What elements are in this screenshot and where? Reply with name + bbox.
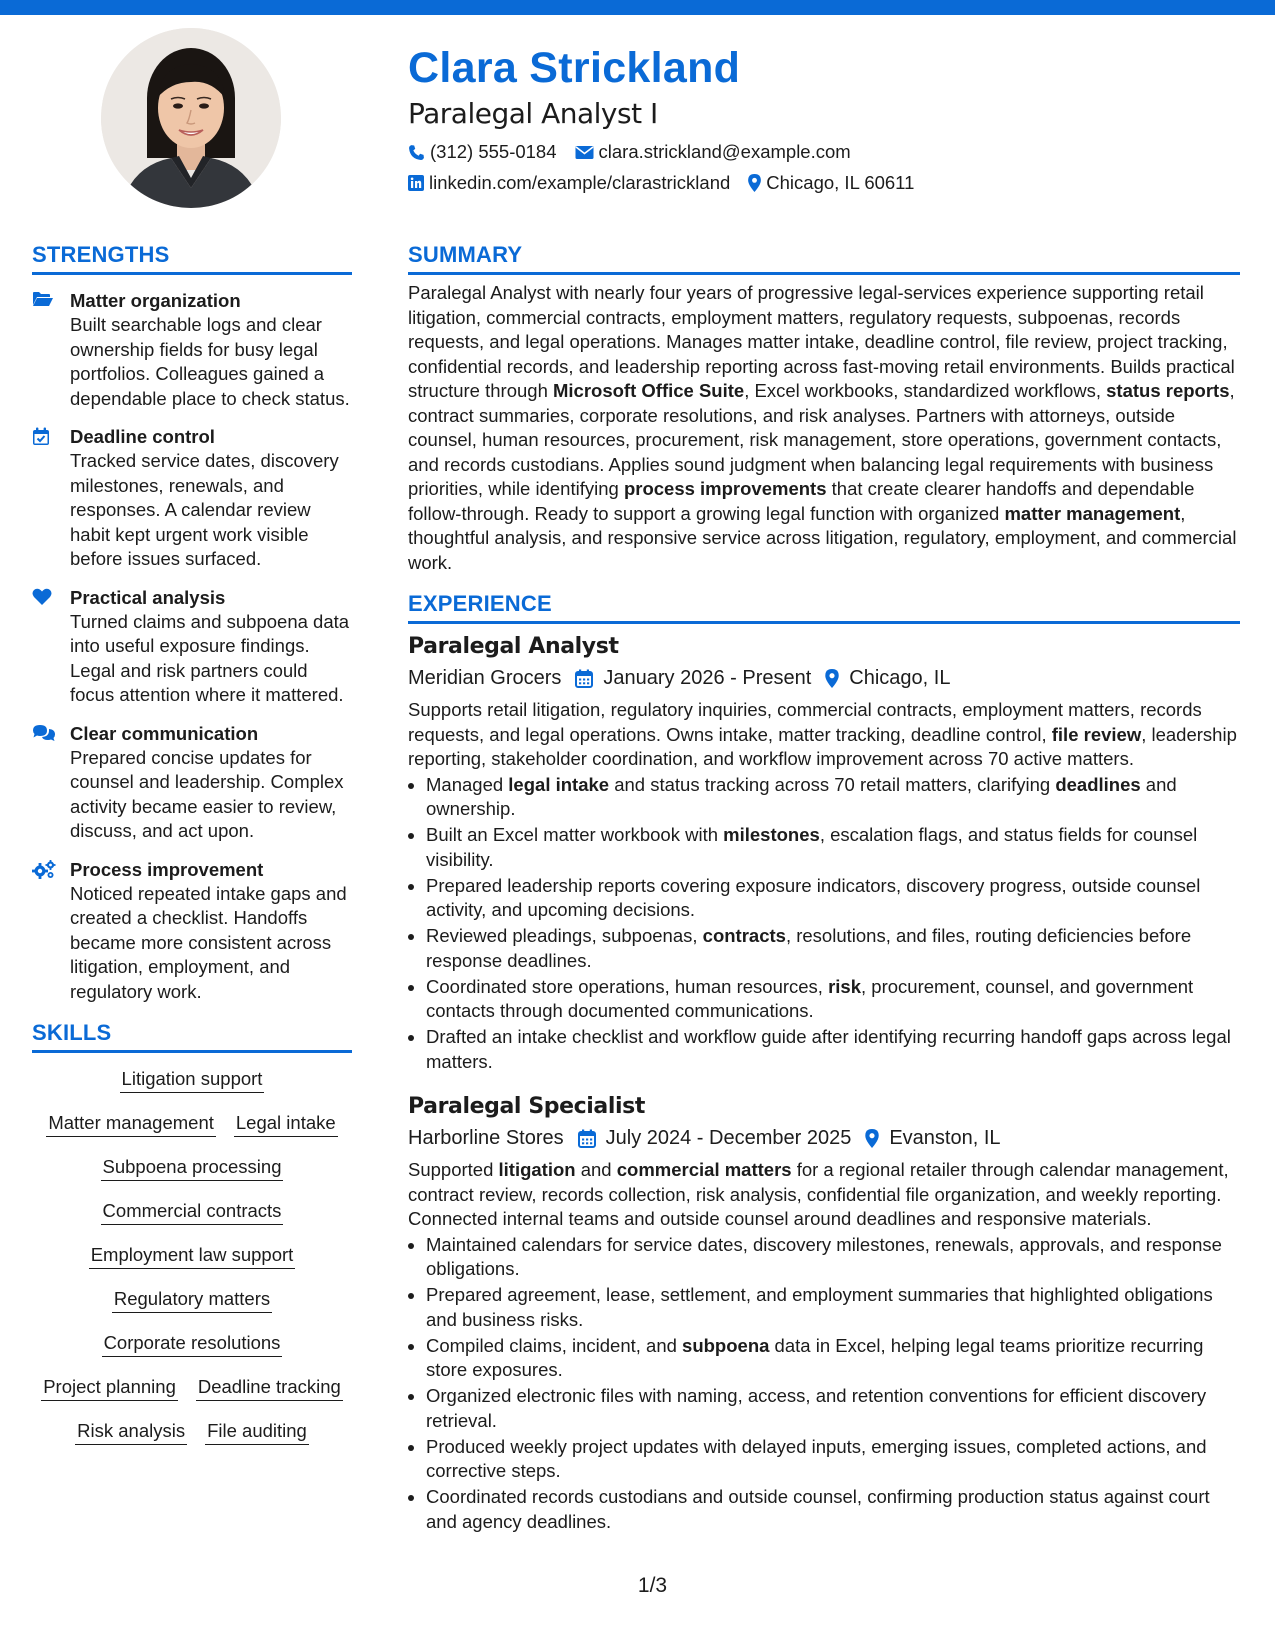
right-column xyxy=(408,240,1240,1536)
job-bullet xyxy=(426,1283,1240,1332)
bullet-segment: Coordinated store operations, human resources, xyxy=(426,975,829,997)
job-location-text: Chicago, IL xyxy=(849,667,951,689)
bullet-segment: data in Excel, helping legal teams prioritize recurring store exposures. xyxy=(426,1334,1204,1380)
folder-open-icon xyxy=(32,289,70,411)
strength-item xyxy=(32,425,352,572)
skills-row xyxy=(32,1243,352,1269)
strength-body xyxy=(70,858,352,1005)
skill-tag: Risk analysis xyxy=(75,1419,187,1445)
bold-bullet-segment: milestones xyxy=(723,824,820,845)
bullet-segment: Produced weekly project updates with delayed inputs, emerging issues, completed actions, and corrective steps. xyxy=(426,1435,1207,1481)
resume-header xyxy=(408,42,1238,195)
skill-tag: Subpoena processing xyxy=(101,1155,284,1181)
skill-tag: Employment law support xyxy=(89,1243,296,1269)
bold-bullet-segment: subpoena xyxy=(682,1334,770,1356)
job-meta xyxy=(408,664,1240,692)
strength-item xyxy=(32,858,352,1005)
job-bullet xyxy=(426,874,1240,923)
skill-tag: Legal intake xyxy=(234,1111,338,1137)
job-description-segment: , leadership reporting, stakeholder coordination, and workflow improvement across 70 active matters. xyxy=(408,723,1237,769)
strength-item xyxy=(32,586,352,708)
job-entry xyxy=(408,1092,1240,1534)
bullet-segment: Managed xyxy=(426,773,509,795)
calendar-icon xyxy=(575,669,593,688)
strength-title: Process improvement xyxy=(70,858,264,880)
candidate-name: Clara Strickland xyxy=(408,44,741,92)
strength-body xyxy=(70,425,352,572)
experience-rule xyxy=(408,621,1240,624)
skill-tag: Regulatory matters xyxy=(112,1287,272,1313)
job-location-text: Evanston, IL xyxy=(889,1127,1001,1149)
job-dates xyxy=(578,1124,852,1152)
strength-title: Matter organization xyxy=(70,290,241,311)
map-pin-icon xyxy=(865,1129,879,1148)
gears-icon xyxy=(32,858,70,1005)
job-bullets xyxy=(408,1233,1240,1535)
profile-photo xyxy=(101,28,281,208)
candidate-title: Paralegal Analyst I xyxy=(408,97,658,130)
bullet-segment: Reviewed pleadings, subpoenas, xyxy=(426,925,703,946)
job-entry xyxy=(408,632,1240,1074)
bullet-segment: and status tracking across 70 retail matters, clarifying xyxy=(609,773,1056,795)
bold-bullet-segment: contracts xyxy=(702,925,786,946)
strength-description: Noticed repeated intake gaps and created a checklist. Handoffs became more consistent across litigation, employment, and regulatory work. xyxy=(70,882,347,1002)
phone-number: (312) 555-0184 xyxy=(430,141,557,162)
summary-text xyxy=(408,281,1240,575)
bold-bullet-segment: legal intake xyxy=(508,773,610,795)
skill-tag: Litigation support xyxy=(120,1067,265,1093)
bullet-segment: Compiled claims, incident, and xyxy=(426,1334,683,1356)
summary-segment: , thoughtful analysis, and responsive service across litigation, regulatory, employment, and commercial work. xyxy=(408,502,1237,573)
skills-row xyxy=(32,1331,352,1357)
skills-row xyxy=(32,1287,352,1313)
skill-tag: Deadline tracking xyxy=(196,1375,343,1401)
strength-item xyxy=(32,722,352,844)
job-bullet xyxy=(426,823,1240,872)
bold-job-description-segment: commercial matters xyxy=(616,1159,792,1180)
linkedin-url: linkedin.com/example/clarastrickland xyxy=(429,172,731,193)
skills-rule xyxy=(32,1050,352,1053)
job-dates xyxy=(575,664,811,692)
skills-row xyxy=(32,1419,352,1445)
strength-body xyxy=(70,586,352,708)
job-location xyxy=(825,664,950,692)
comments-icon xyxy=(32,722,70,844)
job-dates-text: January 2026 - Present xyxy=(603,667,812,689)
strengths-list xyxy=(32,289,352,1004)
summary-heading: SUMMARY xyxy=(408,242,523,267)
bullet-segment: and ownership. xyxy=(426,773,1177,819)
heart-icon xyxy=(32,586,70,708)
job-bullet xyxy=(426,924,1240,973)
linkedin-icon xyxy=(408,175,424,191)
job-title: Paralegal Analyst xyxy=(408,634,619,659)
bold-summary-segment: status reports xyxy=(1106,380,1230,401)
summary-segment: , Excel workbooks, standardized workflows, xyxy=(744,380,1107,401)
job-description-segment: Supports retail litigation, regulatory inquiries, commercial contracts, employment matters, records requests, and legal operations. Owns intake, matter tracking, deadline control, xyxy=(408,699,1202,745)
strength-description: Turned claims and subpoena data into useful exposure findings. Legal and risk partners could focus attention where it mattered. xyxy=(70,610,350,705)
job-description xyxy=(408,698,1240,772)
bold-summary-segment: process improvements xyxy=(623,478,827,499)
job-company: Harborline Stores xyxy=(408,1127,564,1149)
location-text: Chicago, IL 60611 xyxy=(766,172,915,193)
page-number: 1/3 xyxy=(637,1574,668,1597)
skills-heading: SKILLS xyxy=(32,1020,112,1045)
email-address: clara.strickland@example.com xyxy=(598,141,851,162)
bullet-segment: , procurement, counsel, and government contacts through documented communications. xyxy=(426,975,1194,1021)
map-pin-icon xyxy=(825,669,839,688)
contact-row-1 xyxy=(408,140,1238,164)
bold-summary-segment: Microsoft Office Suite xyxy=(553,380,745,401)
bold-bullet-segment: risk xyxy=(828,975,862,997)
strength-title: Clear communication xyxy=(70,722,259,744)
skill-tag: Corporate resolutions xyxy=(102,1331,283,1357)
skill-tag: File auditing xyxy=(205,1419,309,1445)
job-company: Meridian Grocers xyxy=(408,667,562,689)
bold-summary-segment: matter management xyxy=(1004,502,1181,524)
job-bullet xyxy=(426,1485,1240,1534)
skills-row xyxy=(32,1375,352,1401)
bullet-segment: Drafted an intake checklist and workflow guide after identifying recurring handoff gaps across legal matters. xyxy=(426,1026,1231,1072)
job-bullet xyxy=(426,975,1240,1024)
job-bullet xyxy=(426,1233,1240,1282)
strength-title: Deadline control xyxy=(70,426,215,447)
left-column xyxy=(32,240,352,1463)
jobs-list xyxy=(408,632,1240,1534)
phone-icon xyxy=(408,144,425,161)
strength-description: Prepared concise updates for counsel and leadership. Complex activity became easier to review, discuss, and act upon. xyxy=(70,746,344,841)
calendar-icon xyxy=(578,1129,596,1148)
experience-heading: EXPERIENCE xyxy=(408,591,552,616)
summary-rule xyxy=(408,272,1240,275)
skill-tag: Matter management xyxy=(46,1111,216,1137)
skills-row xyxy=(32,1067,352,1093)
job-dates-text: July 2024 - December 2025 xyxy=(605,1127,852,1149)
envelope-icon xyxy=(575,145,594,160)
bullet-segment: Maintained calendars for service dates, discovery milestones, renewals, approvals, and response obligations. xyxy=(426,1233,1222,1279)
strengths-rule xyxy=(32,272,352,275)
bullet-segment: Built an Excel matter workbook with xyxy=(426,824,724,845)
strengths-heading: STRENGTHS xyxy=(32,242,170,267)
calendar-check-icon xyxy=(32,425,70,572)
job-location xyxy=(865,1124,1000,1152)
linkedin-contact[interactable] xyxy=(408,171,730,195)
job-bullets xyxy=(408,773,1240,1075)
bullet-segment: Coordinated records custodians and outside counsel, confirming production status against court and agency deadlines. xyxy=(426,1486,1210,1532)
strength-description: Built searchable logs and clear ownership fields for busy legal portfolios. Colleagues gained a dependable place to check status. xyxy=(70,314,350,409)
skill-tag: Project planning xyxy=(41,1375,178,1401)
map-pin-icon xyxy=(748,174,761,192)
bullet-segment: , escalation flags, and status fields for counsel visibility. xyxy=(426,824,1198,870)
skill-tag: Commercial contracts xyxy=(101,1199,284,1225)
strength-body xyxy=(70,722,352,844)
strength-item xyxy=(32,289,352,411)
job-title: Paralegal Specialist xyxy=(408,1094,645,1119)
bullet-segment: , resolutions, and files, routing deficiencies before response deadlines. xyxy=(426,925,1192,971)
bullet-segment: Prepared leadership reports covering exposure indicators, discovery progress, outside counsel activity, and upcoming decisions. xyxy=(426,874,1201,920)
job-description xyxy=(408,1158,1240,1232)
job-description-segment: for a regional retailer through calendar management, contract review, records collection, risk analysis, confidential file organization, and weekly reporting. Connected internal teams and outside counsel around deadlines and responsive materials. xyxy=(408,1159,1229,1229)
contact-row-2 xyxy=(408,171,1238,195)
job-bullet xyxy=(426,1435,1240,1484)
bold-job-description-segment: file review xyxy=(1051,723,1142,745)
job-bullet xyxy=(426,1384,1240,1433)
skills-list xyxy=(32,1067,352,1463)
job-bullet xyxy=(426,1334,1240,1383)
skills-row xyxy=(32,1155,352,1181)
job-description-segment: and xyxy=(575,1159,617,1180)
summary-segment: , contract summaries, corporate resolutions, and risk analyses. Partners with attorneys, outside counsel, human resources, procurement, risk management, store operations, government contacts, and records custodians. Applies sound judgment when balancing legal requirements with business priorities, while identifying xyxy=(408,380,1235,499)
summary-segment: Paralegal Analyst with nearly four years of progressive legal-services experience supporting retail litigation, commercial contracts, employment matters, regulatory requests, subpoenas, records requests, and legal operations. Manages matter intake, deadline control, file review, project tracking, confidential records, and leadership reporting across fast-moving retail environments. Builds practical structure through xyxy=(408,282,1235,401)
strength-title: Practical analysis xyxy=(70,586,226,608)
bold-job-description-segment: litigation xyxy=(498,1159,576,1180)
job-bullet xyxy=(426,1025,1240,1074)
strength-description: Tracked service dates, discovery milestones, renewals, and responses. A calendar review habit kept urgent work visible before issues surfaced. xyxy=(70,450,339,569)
skills-row xyxy=(32,1199,352,1225)
bullet-segment: Organized electronic files with naming, access, and retention conventions for efficient discovery retrieval. xyxy=(426,1385,1207,1431)
strength-body xyxy=(70,289,352,411)
job-bullet xyxy=(426,773,1240,822)
job-meta xyxy=(408,1124,1240,1152)
top-accent-bar xyxy=(0,0,1275,15)
profile-photo-image xyxy=(101,28,281,208)
phone-contact[interactable] xyxy=(408,140,557,164)
summary-segment: that create clearer handoffs and dependable follow-through. Ready to support a growing legal function with organized xyxy=(408,478,1195,524)
bold-bullet-segment: deadlines xyxy=(1055,773,1141,795)
skills-row xyxy=(32,1111,352,1137)
bullet-segment: Prepared agreement, lease, settlement, and employment summaries that highlighted obligations and business risks. xyxy=(426,1284,1213,1330)
email-contact[interactable] xyxy=(575,140,851,164)
job-description-segment: Supported xyxy=(408,1159,499,1180)
location-contact xyxy=(748,171,914,195)
